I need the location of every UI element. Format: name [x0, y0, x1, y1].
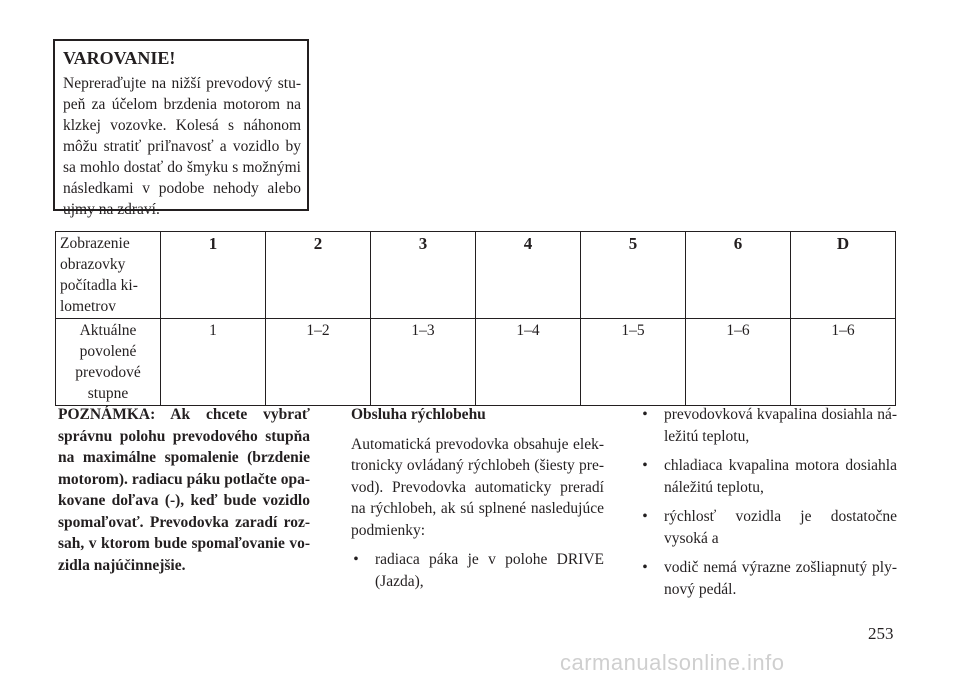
gear-value-4: 1–4	[476, 319, 581, 406]
gear-header-d: D	[791, 232, 896, 319]
watermark[interactable]: carmanualsonline.info	[560, 650, 785, 675]
list-item	[640, 455, 897, 498]
warning-text: Nepreraďujte na nižší prevodový stu-peň za účelom brzdenia motorom na klzkej vozovke. Kolesá s náhonom môžu stratiť priľnavosť a vozidlo by sa mohlo dostať do šmyku s možnými následkami v podobe nehody alebo ujmy na zdraví.	[63, 75, 301, 218]
gear-header-4: 4	[476, 232, 581, 319]
list-item	[351, 549, 604, 592]
bullet-icon: •	[353, 551, 359, 568]
overdrive-column	[351, 404, 604, 600]
gear-value-5: 1–5	[581, 319, 686, 406]
condition-list-col3	[640, 404, 897, 600]
list-item-text: radiaca páka je v polohe DRIVE (Jazda),	[375, 551, 604, 590]
overdrive-heading: Obsluha rýchlobehu	[351, 406, 486, 423]
note-column	[58, 404, 310, 584]
list-item-text: prevodovková kvapalina dosiahla ná-ležitú teplotu,	[664, 406, 897, 445]
list-item	[640, 506, 897, 549]
bullet-icon: •	[642, 406, 648, 423]
page-number: 253	[868, 624, 894, 643]
gear-header-1: 1	[161, 232, 266, 319]
overdrive-paragraph: Automatická prevodovka obsahuje elek-tronicky ovládaný rýchlobeh (šiesty pre-vod). Prevodovka automaticky preradí na rýchlobeh, ak sú splnené nasledujúce podmienky:	[351, 435, 604, 539]
list-item	[640, 404, 897, 447]
table-row-display	[56, 232, 896, 319]
list-item	[640, 557, 897, 600]
gear-header-3: 3	[371, 232, 476, 319]
row-label-display: Zobrazenie obrazovky počítadla ki-lometrov	[56, 232, 161, 319]
list-item-text: chladiaca kvapalina motora dosiahla náležitú teplotu,	[664, 457, 897, 496]
bullet-icon: •	[642, 457, 648, 474]
warning-title: VAROVANIE!	[63, 48, 176, 68]
gear-table	[55, 231, 896, 406]
table-row-allowed	[56, 319, 896, 406]
gear-header-6: 6	[686, 232, 791, 319]
gear-value-1: 1	[161, 319, 266, 406]
gear-header-2: 2	[266, 232, 371, 319]
note-text: POZNÁMKA: Ak chcete vybrať správnu polohu prevodového stupňa na maximálne spomalenie (brzdenie motorom). radiacu páku potlačte opa-kovane doľava (-), keď bude vozidlo spomaľovať. Prevodovka zaradí roz-sah, v ktorom bude spomaľovanie vo-zidla najúčinnejšie.	[58, 406, 310, 574]
gear-header-5: 5	[581, 232, 686, 319]
gear-value-3: 1–3	[371, 319, 476, 406]
condition-list-col2	[351, 549, 604, 592]
bullet-icon: •	[642, 508, 648, 525]
conditions-column	[640, 404, 897, 608]
warning-box	[53, 39, 309, 218]
list-item-text: rýchlosť vozidla je dostatočne vysoká a	[664, 508, 897, 547]
gear-value-d: 1–6	[791, 319, 896, 406]
bullet-icon: •	[642, 559, 648, 576]
gear-value-6: 1–6	[686, 319, 791, 406]
row-label-allowed: Aktuálne povolené prevodové stupne	[56, 319, 161, 406]
list-item-text: vodič nemá výrazne zošliapnutý ply-nový pedál.	[664, 559, 897, 598]
gear-value-2: 1–2	[266, 319, 371, 406]
